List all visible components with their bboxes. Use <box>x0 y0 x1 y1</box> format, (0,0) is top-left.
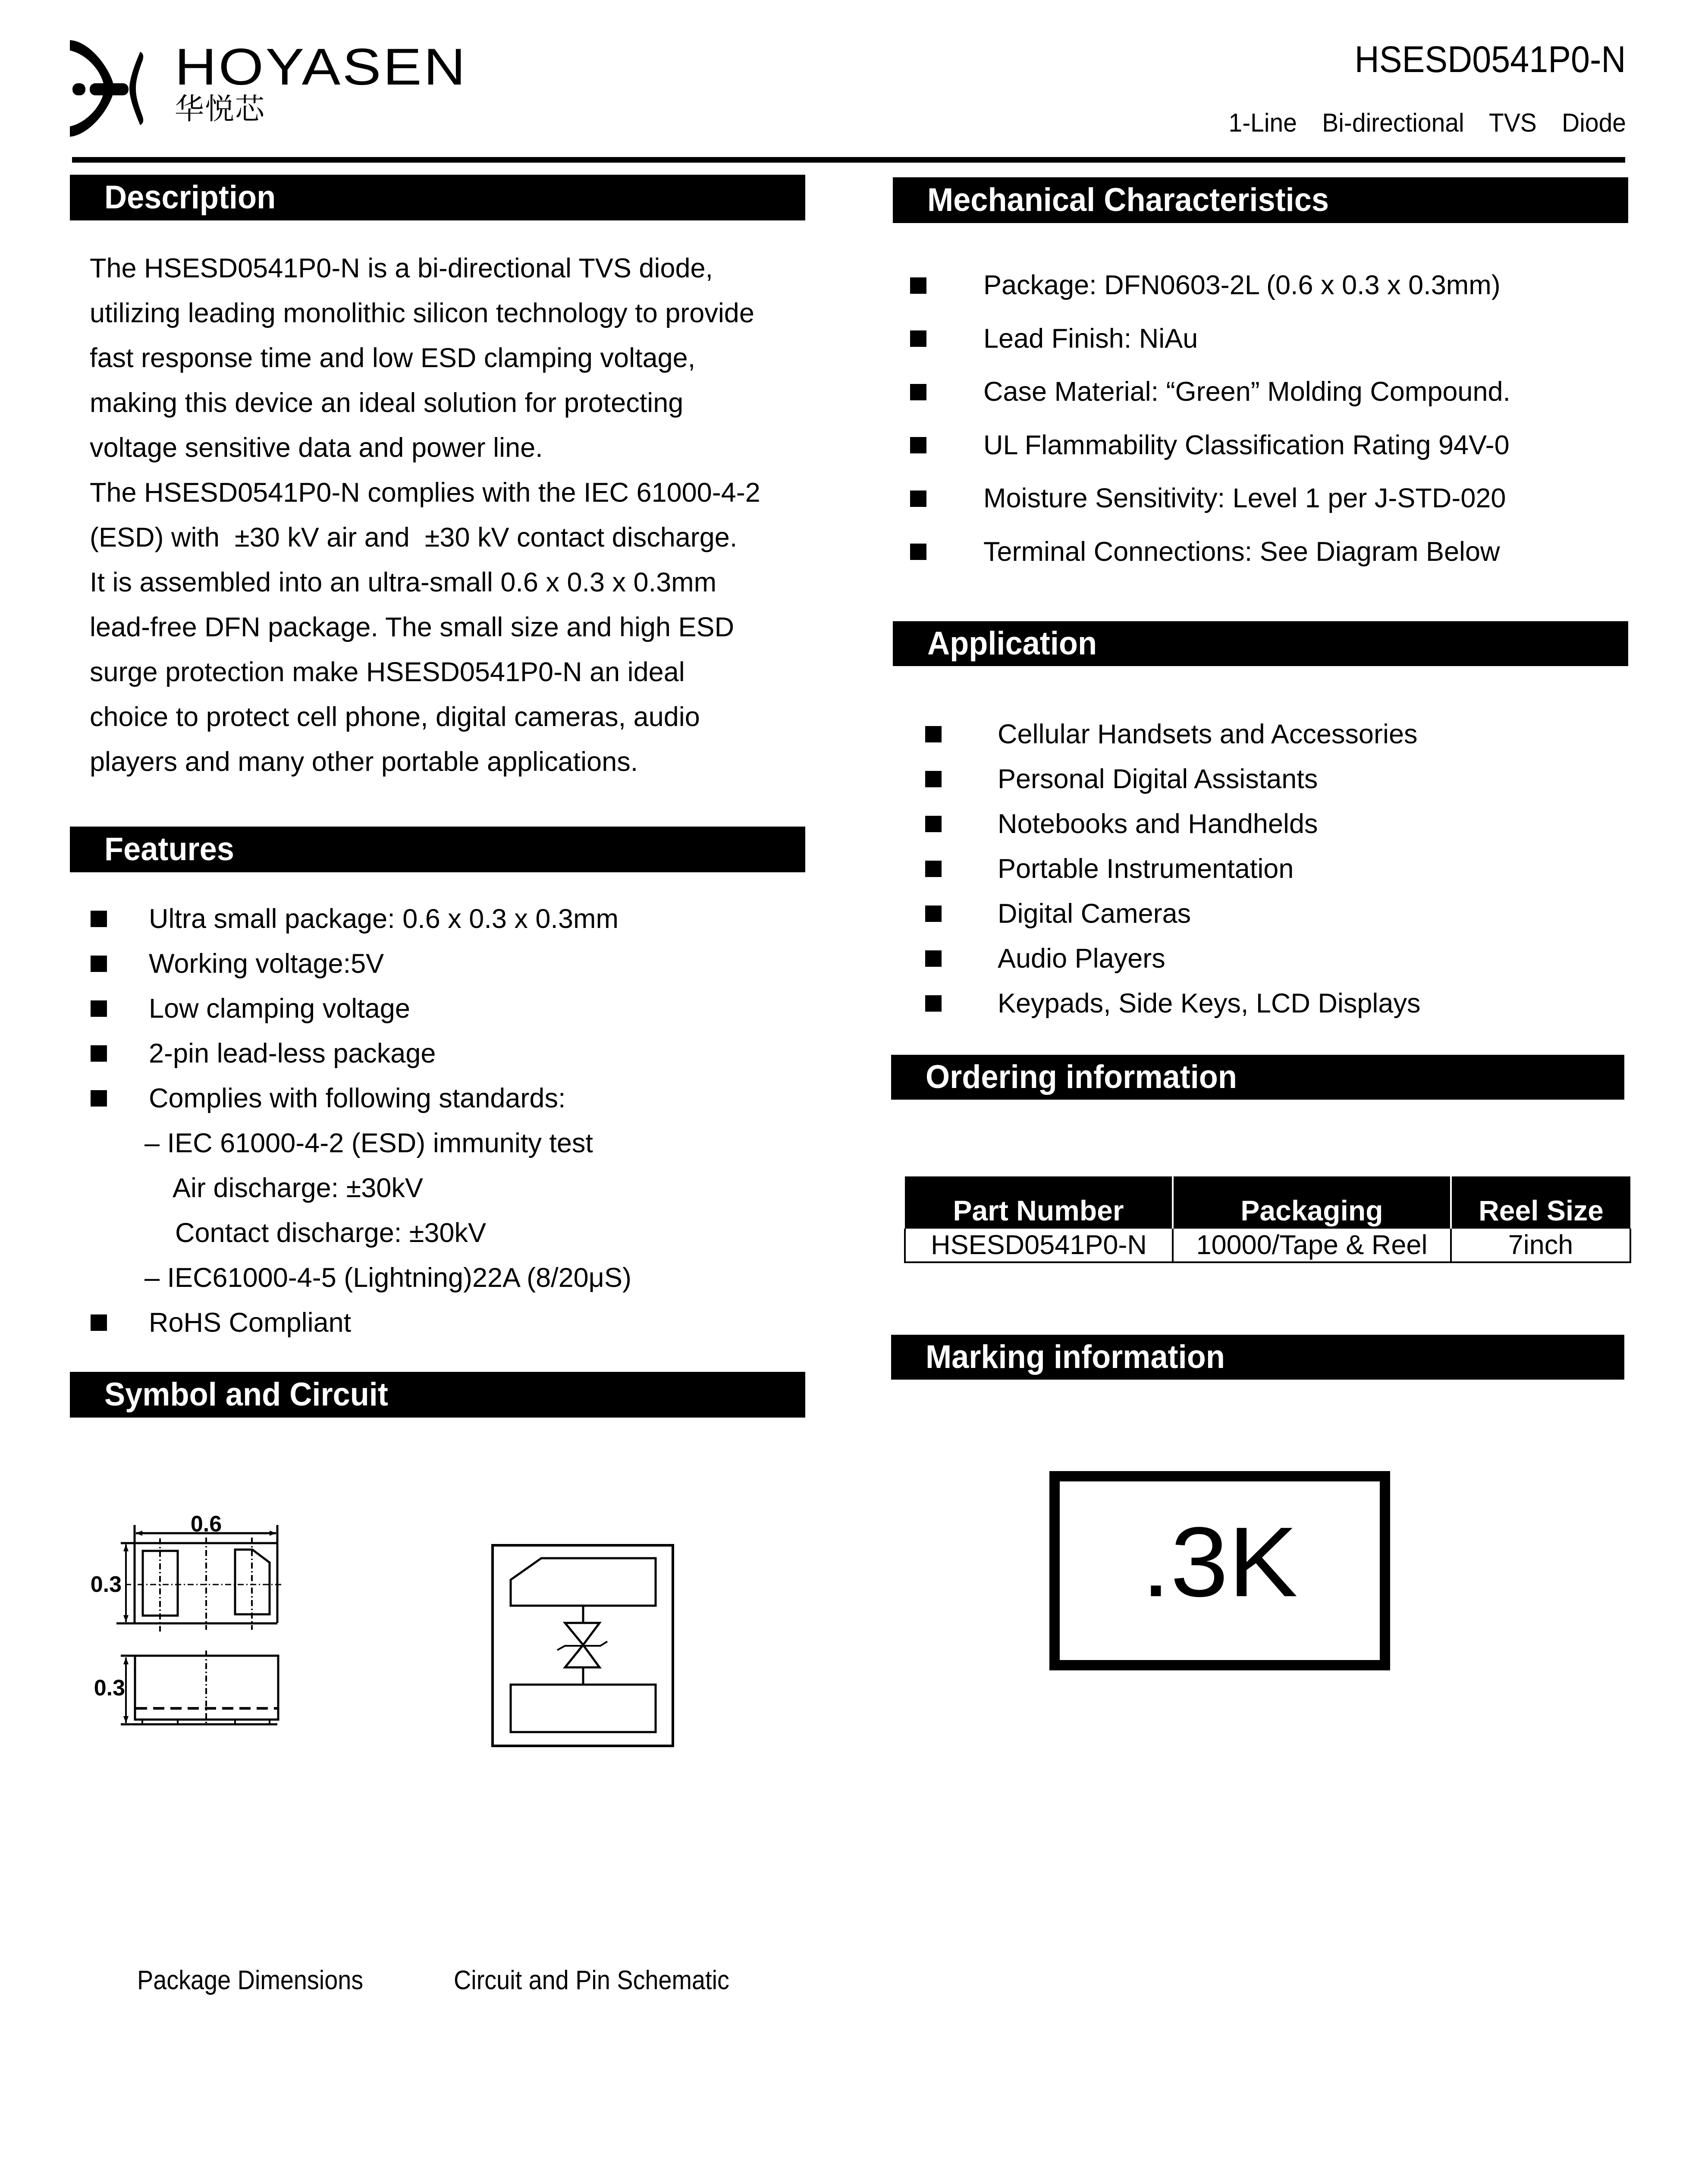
section-header-symbol-circuit <box>70 1372 805 1418</box>
list-item <box>910 419 1635 472</box>
list-item <box>910 312 1635 366</box>
description-line: (ESD) with ±30 kV air and ±30 kV contact discharge. <box>90 522 738 553</box>
dimension-label-height-top: 0.3 <box>90 1572 122 1597</box>
description-line: voltage sensitive data and power line. <box>90 433 543 463</box>
list-item <box>925 981 1650 1026</box>
section-title: Features <box>104 831 234 868</box>
list-item-text: Case Material: “Green” Molding Compound. <box>983 377 1511 407</box>
marking-box <box>1049 1471 1390 1670</box>
description-line: fast response time and low ESD clamping voltage, <box>90 343 696 373</box>
list-item <box>925 891 1650 936</box>
bullet-square-icon <box>925 995 942 1012</box>
document-title: HSESD0541P0-N <box>1355 39 1626 80</box>
section-header-ordering <box>891 1055 1624 1100</box>
bullet-square-icon <box>925 816 942 832</box>
bullet-square-icon <box>910 384 926 400</box>
list-item <box>925 936 1650 981</box>
caption-package-dimensions: Package Dimensions <box>137 1965 364 1995</box>
list-item-text: Lead Finish: NiAu <box>983 323 1198 354</box>
list-item-text: Working voltage:5V <box>149 949 384 979</box>
list-item-text: 2-pin lead-less package <box>149 1038 436 1069</box>
list-item-text: Keypads, Side Keys, LCD Displays <box>998 988 1421 1019</box>
arrow-icon <box>123 1615 129 1622</box>
list-item-text: Ultra small package: 0.6 x 0.3 x 0.3mm <box>149 904 619 934</box>
list-item-text: Terminal Connections: See Diagram Below <box>983 536 1500 567</box>
list-item <box>91 1031 815 1076</box>
cell-packaging: 10000/Tape & Reel <box>1173 1229 1451 1262</box>
section-title: Mechanical Characteristics <box>927 182 1329 218</box>
list-item <box>910 472 1635 525</box>
bullet-square-icon <box>91 1045 107 1062</box>
column-header-reel-size: Reel Size <box>1451 1176 1630 1229</box>
list-item <box>925 757 1650 802</box>
list-item-text: – IEC 61000-4-2 (ESD) immunity test <box>144 1128 593 1158</box>
arrow-icon <box>123 1544 129 1551</box>
list-item-text: Portable Instrumentation <box>998 854 1294 884</box>
list-item <box>91 896 815 941</box>
column-header-packaging: Packaging <box>1173 1176 1451 1229</box>
side-pad-right <box>235 1720 270 1724</box>
list-item-text: Moisture Sensitivity: Level 1 per J-STD-020 <box>983 483 1506 513</box>
marking-code: .3K <box>1141 1506 1298 1617</box>
features-list <box>91 896 815 1345</box>
list-item-text: Notebooks and Handhelds <box>998 809 1318 839</box>
list-item <box>925 712 1650 757</box>
document-subtitle: 1-Line Bi-directional TVS Diode <box>1228 108 1626 137</box>
section-title: Description <box>104 179 276 216</box>
bullet-square-icon <box>910 544 926 560</box>
list-item-text: Contact discharge: ±30kV <box>175 1218 486 1248</box>
bullet-square-icon <box>925 950 942 967</box>
brand-name-cn: 华悦芯 <box>175 92 266 126</box>
list-item <box>925 802 1650 846</box>
dimension-label-width: 0.6 <box>190 1512 222 1537</box>
bullet-square-icon <box>925 726 942 742</box>
arrow-icon <box>136 1531 142 1536</box>
section-header-mechanical <box>893 177 1628 223</box>
header-divider <box>72 157 1625 163</box>
pin-pad-top <box>511 1558 656 1606</box>
list-item <box>91 1255 815 1300</box>
bullet-square-icon <box>91 911 107 927</box>
bullet-square-icon <box>91 1090 107 1107</box>
bullet-square-icon <box>910 330 926 347</box>
pin-pad-bottom <box>511 1685 656 1732</box>
description-text <box>90 246 823 784</box>
mechanical-list <box>910 259 1635 579</box>
list-item <box>91 1211 815 1255</box>
list-item <box>91 986 815 1031</box>
section-header-marking <box>891 1335 1624 1380</box>
arrow-icon <box>123 1716 129 1723</box>
description-line: utilizing leading monolithic silicon technology to provide <box>90 298 754 328</box>
bullet-square-icon <box>910 491 926 507</box>
description-line: The HSESD0541P0-N complies with the IEC 61000-4-2 <box>90 478 760 508</box>
list-item-text: Complies with following standards: <box>149 1083 566 1113</box>
section-title: Ordering information <box>926 1059 1237 1095</box>
description-line: The HSESD0541P0-N is a bi-directional TVS diode, <box>90 253 713 283</box>
list-item-text: UL Flammability Classification Rating 94V-0 <box>983 430 1510 460</box>
list-item <box>910 525 1635 579</box>
list-item-text: Air discharge: ±30kV <box>173 1173 423 1203</box>
description-line: choice to protect cell phone, digital cameras, audio <box>90 702 700 732</box>
list-item-text: RoHS Compliant <box>149 1308 352 1338</box>
bullet-square-icon <box>925 906 942 922</box>
hoyasen-logo-icon <box>65 37 173 140</box>
cell-reel-size: 7inch <box>1451 1229 1630 1262</box>
section-title: Marking information <box>926 1339 1225 1375</box>
list-item-text: Cellular Handsets and Accessories <box>998 719 1418 749</box>
list-item <box>91 941 815 986</box>
list-item <box>910 259 1635 312</box>
bullet-square-icon <box>925 771 942 787</box>
arrow-icon <box>270 1531 276 1536</box>
list-item-text: Low clamping voltage <box>149 994 410 1024</box>
list-item-text: Personal Digital Assistants <box>998 764 1318 794</box>
tvs-diode-icon <box>565 1623 600 1645</box>
package-dimensions-drawing <box>86 1510 474 1920</box>
application-list <box>925 712 1650 1026</box>
bullet-square-icon <box>910 437 926 453</box>
ordering-table <box>904 1176 1631 1263</box>
list-item <box>91 1076 815 1121</box>
side-pad-left <box>142 1720 178 1724</box>
caption-circuit-schematic: Circuit and Pin Schematic <box>454 1965 729 1995</box>
list-item <box>91 1300 815 1345</box>
section-header-description <box>70 175 805 220</box>
list-item-text: Package: DFN0603-2L (0.6 x 0.3 x 0.3mm) <box>983 270 1501 300</box>
cell-part-number: HSESD0541P0-N <box>905 1229 1173 1262</box>
description-line: making this device an ideal solution for protecting <box>90 388 684 418</box>
description-line: players and many other portable applications. <box>90 747 638 777</box>
brand-name: HOYASEN <box>175 38 468 96</box>
list-item <box>910 365 1635 419</box>
list-item <box>925 846 1650 891</box>
description-line: It is assembled into an ultra-small 0.6 x 0.3 x 0.3mm <box>90 567 717 597</box>
bullet-square-icon <box>91 1000 107 1017</box>
list-item <box>91 1166 815 1211</box>
section-header-features <box>70 827 805 872</box>
section-title: Symbol and Circuit <box>104 1376 388 1413</box>
list-item-text: – IEC61000-4-5 (Lightning)22A (8/20μS) <box>144 1263 631 1293</box>
table-header-row <box>905 1176 1630 1229</box>
dimension-label-height-side: 0.3 <box>94 1676 125 1701</box>
section-title: Application <box>927 625 1097 662</box>
bullet-square-icon <box>91 1314 107 1331</box>
list-item-text: Audio Players <box>998 943 1165 974</box>
description-line: lead-free DFN package. The small size and high ESD <box>90 612 735 642</box>
description-line: surge protection make HSESD0541P0-N an ideal <box>90 657 685 687</box>
bullet-square-icon <box>91 956 107 972</box>
circuit-pin-schematic <box>474 1531 716 1898</box>
list-item-text: Digital Cameras <box>998 899 1191 929</box>
arrow-icon <box>123 1657 129 1664</box>
column-header-part-number: Part Number <box>905 1176 1173 1229</box>
bullet-square-icon <box>925 861 942 877</box>
section-header-application <box>893 621 1628 666</box>
bullet-square-icon <box>910 277 926 294</box>
table-row <box>905 1229 1630 1262</box>
list-item <box>91 1121 815 1166</box>
